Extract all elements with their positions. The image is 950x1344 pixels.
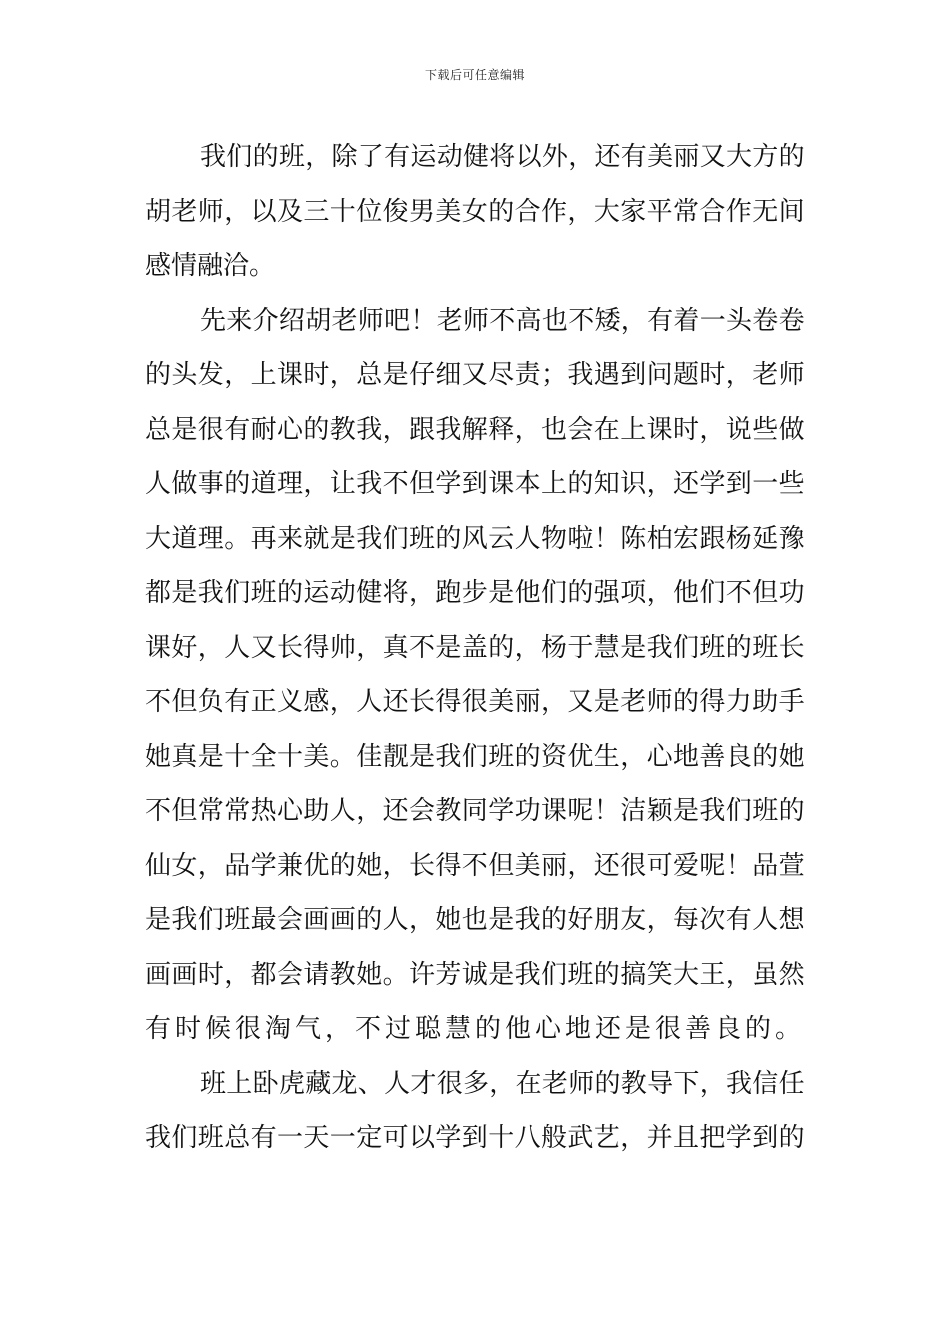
- text-line: 先来介绍胡老师吧！老师不高也不矮，有着一头卷卷: [200, 305, 805, 336]
- text-line: 人做事的道理，让我不但学到课本上的知识，还学到一些: [145, 469, 805, 499]
- text-line: 我们班总有一天一定可以学到十八般武艺，并且把学到的: [145, 1123, 805, 1153]
- text-line: 大道理。再来就是我们班的风云人物啦！陈柏宏跟杨延豫: [145, 523, 805, 554]
- text-line: 不但常常热心助人，还会教同学功课呢！洁颖是我们班的: [145, 796, 805, 826]
- text-line: 感情融洽。: [145, 251, 276, 281]
- text-line: 不但负有正义感，人还长得很美丽，又是老师的得力助手: [145, 687, 805, 717]
- text-line: 有时候很淘气，不过聪慧的他心地还是很善良的。: [145, 1014, 805, 1044]
- text-line: 胡老师，以及三十位俊男美女的合作，大家平常合作无间: [145, 196, 805, 227]
- text-line: 是我们班最会画画的人，她也是我的好朋友，每次有人想: [145, 905, 805, 935]
- text-line: 课好，人又长得帅，真不是盖的，杨于慧是我们班的班长: [145, 632, 805, 663]
- page-header: 下载后可任意编辑: [424, 68, 525, 82]
- text-line: 仙女，品学兼优的她，长得不但美丽，还很可爱呢！品萱: [145, 850, 805, 881]
- text-line: 总是很有耐心的教我，跟我解释，也会在上课时，说些做: [145, 414, 805, 445]
- text-line: 我们的班，除了有运动健将以外，还有美丽又大方的: [200, 142, 805, 172]
- text-line: 画画时，都会请教她。许芳诚是我们班的搞笑大王，虽然: [145, 959, 805, 990]
- text-line: 她真是十全十美。佳靓是我们班的资优生，心地善良的她: [145, 741, 805, 772]
- body-text: [145, 130, 805, 1166]
- text-line: 班上卧虎藏龙、人才很多，在老师的教导下，我信任: [200, 1068, 805, 1099]
- text-line: 的头发，上课时，总是仔细又尽责；我遇到问题时，老师: [145, 360, 805, 390]
- text-line: 都是我们班的运动健将，跑步是他们的强项，他们不但功: [145, 578, 805, 608]
